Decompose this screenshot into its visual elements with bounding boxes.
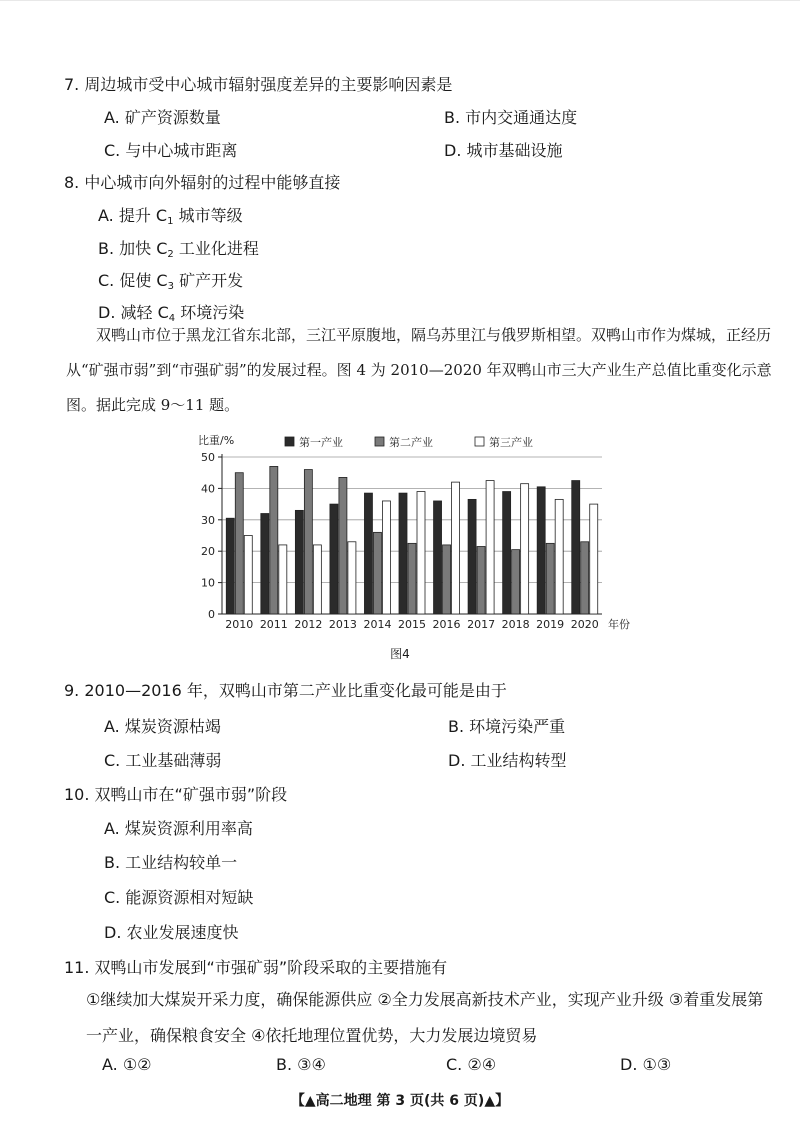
- legend-swatch-1: [285, 437, 294, 446]
- x-tick-label: 2017: [467, 618, 496, 631]
- x-tick-label: 2014: [363, 618, 392, 631]
- page-footer: 【▲高二地理 第 3 页(共 6 页)▲】: [290, 1093, 510, 1109]
- bar-3-2010: [244, 536, 252, 615]
- q7-option-b: B. 市内交通通达度: [444, 108, 578, 127]
- y-tick-label: 10: [201, 576, 215, 590]
- bar-1-2017: [468, 499, 476, 614]
- q10-option-b: B. 工业结构较单一: [104, 853, 238, 872]
- bar-3-2012: [313, 545, 321, 614]
- bar-2-2010: [235, 473, 243, 614]
- bar-3-2020: [590, 504, 598, 614]
- q7-option-a: A. 矿产资源数量: [104, 108, 221, 127]
- y-tick-label: 50: [201, 451, 215, 464]
- bar-3-2014: [382, 501, 390, 614]
- q8-option-c: C. 促使 $C_3$ 矿产开发: [98, 271, 244, 292]
- q10-option-c: C. 能源资源相对短缺: [104, 888, 254, 907]
- question-11-stem: 11. 双鸭山市发展到“市强矿弱”阶段采取的主要措施有: [64, 958, 448, 977]
- x-tick-label: 2020: [570, 618, 599, 631]
- q11-option-a: A. ①②: [102, 1055, 152, 1074]
- material-paragraph: [66, 318, 782, 423]
- bar-2-2011: [270, 466, 278, 614]
- bar-2-2020: [581, 542, 589, 614]
- bar-1-2018: [503, 492, 511, 614]
- bar-1-2020: [572, 481, 580, 614]
- bar-1-2016: [434, 501, 442, 614]
- q11-option-d: D. ①③: [620, 1055, 672, 1074]
- bar-3-2018: [521, 484, 529, 614]
- y-tick-label: 0: [208, 608, 215, 621]
- q8-option-b: B. 加快 $C_2$ 工业化进程: [98, 239, 259, 260]
- q8-option-d: D. 减轻 $C_4$ 环境污染: [98, 303, 245, 324]
- question-8-stem: 8. 中心城市向外辐射的过程中能够直接: [64, 173, 341, 192]
- q9-option-c: C. 工业基础薄弱: [104, 751, 222, 770]
- bar-1-2014: [364, 493, 372, 614]
- bar-2-2012: [304, 470, 312, 614]
- legend-label-3: 第三产业: [489, 436, 533, 449]
- x-tick-label: 2012: [294, 618, 323, 631]
- question-9-stem: 9. 2010—2016 年，双鸭山市第二产业比重变化最可能是由于: [64, 681, 507, 700]
- bar-3-2015: [417, 492, 425, 614]
- x-tick-label: 2011: [259, 618, 288, 631]
- q7-option-c: C. 与中心城市距离: [104, 141, 238, 160]
- q10-option-a: A. 煤炭资源利用率高: [104, 819, 253, 838]
- x-axis-label: 年份: [608, 618, 630, 631]
- y-tick-label: 40: [201, 482, 215, 496]
- q7-option-d: D. 城市基础设施: [444, 141, 563, 160]
- y-axis-label: 比重/%: [198, 434, 235, 447]
- y-tick-label: 30: [201, 513, 215, 527]
- bar-1-2011: [261, 514, 269, 614]
- bar-1-2015: [399, 493, 407, 614]
- x-tick-label: 2018: [501, 618, 530, 631]
- x-tick-label: 2019: [536, 618, 565, 631]
- material-text: 双鸭山市位于黑龙江省东北部，三江平原腹地，隔乌苏里江与俄罗斯相望。双鸭山市作为煤城，正经历从“矿强市弱”到“市强矿弱”的发展过程。图 4 为 2010—2020 年双鸭山市三大产业生产总值比重变化示意图。据此完成 9～11 题。: [66, 326, 772, 414]
- q9-option-a: A. 煤炭资源枯竭: [104, 717, 221, 736]
- y-tick-label: 20: [201, 545, 215, 559]
- bar-3-2019: [555, 499, 563, 614]
- bar-2-2017: [477, 546, 485, 614]
- bar-2-2015: [408, 543, 416, 614]
- bar-2-2016: [443, 545, 451, 614]
- legend-label-2: 第二产业: [389, 436, 433, 449]
- legend-swatch-2: [375, 437, 384, 446]
- bar-2-2018: [512, 550, 520, 614]
- q10-option-d: D. 农业发展速度快: [104, 923, 239, 942]
- bar-3-2011: [279, 545, 287, 614]
- q9-option-b: B. 环境污染严重: [448, 717, 566, 736]
- figure-caption: 图4: [390, 647, 410, 661]
- bar-2-2013: [339, 477, 347, 614]
- x-tick-label: 2010: [225, 618, 254, 631]
- x-tick-label: 2013: [328, 618, 357, 631]
- q8-option-a: A. 提升 $C_1$ 城市等级: [98, 206, 243, 227]
- q11-option-c: C. ②④: [446, 1055, 497, 1074]
- q9-option-d: D. 工业结构转型: [448, 751, 567, 770]
- q11-statements: ①继续加大煤炭开采力度，确保能源供应 ②全力发展高新技术产业，实现产业升级 ③着重发展第一产业，确保粮食安全 ④依托地理位置优势，大力发展边境贸易: [86, 990, 764, 1045]
- x-tick-label: 2015: [398, 618, 426, 631]
- legend-swatch-3: [475, 437, 484, 446]
- bar-3-2017: [486, 481, 494, 614]
- legend-label-1: 第一产业: [299, 436, 343, 449]
- bar-2-2014: [373, 532, 381, 614]
- bar-1-2019: [537, 487, 545, 614]
- q11-option-b: B. ③④: [276, 1055, 326, 1074]
- bar-1-2010: [226, 518, 234, 614]
- page-top-edge: [0, 0, 800, 1]
- question-7-stem: 7. 周边城市受中心城市辐射强度差异的主要影响因素是: [64, 75, 453, 94]
- x-tick-label: 2016: [432, 618, 461, 631]
- bar-3-2013: [348, 542, 356, 614]
- industry-share-chart: [190, 430, 630, 640]
- bar-3-2016: [452, 482, 460, 614]
- bar-2-2019: [546, 543, 554, 614]
- bar-1-2013: [330, 504, 338, 614]
- bar-1-2012: [295, 510, 303, 614]
- question-10-stem: 10. 双鸭山市在“矿强市弱”阶段: [64, 785, 288, 804]
